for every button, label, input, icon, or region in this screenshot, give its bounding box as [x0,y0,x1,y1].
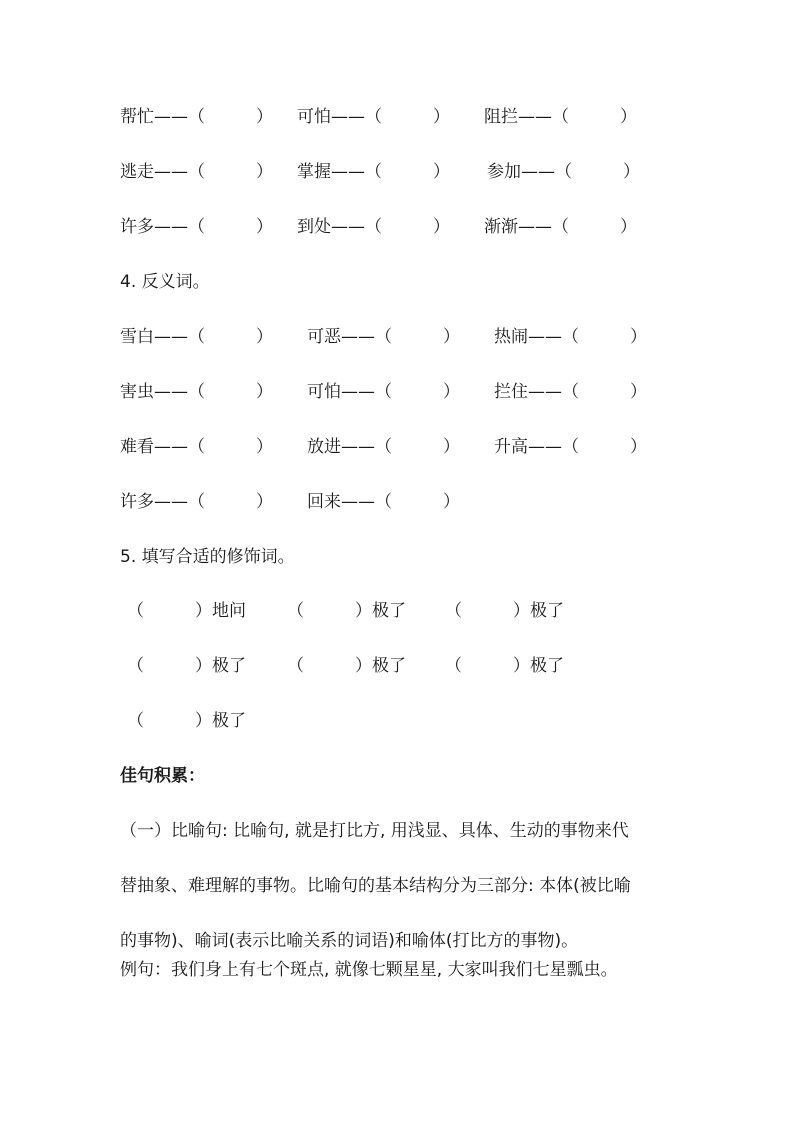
word-pair: 可怕——（ ） [297,107,450,127]
word-pair: 升高——（ ） [494,437,647,457]
modifier-blank: （ ）极了 [287,656,406,676]
word-pair: 热闹——（ ） [494,327,647,347]
word-pair: 放进——（ ） [307,437,460,457]
paragraph-line: 替抽象、难理解的事物。比喻句的基本结构分为三部分: 本体(被比喻 [120,876,631,896]
simile-paragraph [120,818,676,954]
word-pair: 可怕——（ ） [307,382,460,402]
word-pair: 许多——（ ） [120,217,273,237]
modifier-blank: （ ）极了 [445,601,564,621]
example-sentence: 例句：我们身上有七个斑点, 就像七颗星星, 大家叫我们七星瓢虫。 [120,960,618,980]
word-pair: 害虫——（ ） [120,382,273,402]
word-pair: 掌握——（ ） [297,162,450,182]
word-pair: 雪白——（ ） [120,327,273,347]
word-pair: 参加——（ ） [487,162,640,182]
word-pair: 许多——（ ） [120,492,273,512]
word-pair: 帮忙——（ ） [120,107,273,127]
section-heading: 5. 填写合适的修饰词。 [120,547,295,567]
modifier-blank: （ ）极了 [445,656,564,676]
word-pair: 阻拦——（ ） [484,107,637,127]
modifier-blank: （ ）极了 [287,601,406,621]
word-pair: 逃走——（ ） [120,162,273,182]
word-pair: 可恶——（ ） [307,327,460,347]
word-pair: 拦住——（ ） [494,382,647,402]
section-heading: 4. 反义词。 [120,272,210,292]
modifier-blank: （ ）极了 [127,656,246,676]
word-pair: 回来——（ ） [307,492,460,512]
modifier-blank: （ ）地问 [127,601,246,621]
paragraph-line: 的事物)、喻词(表示比喻关系的词语)和喻体(打比方的事物)。 [120,931,579,951]
word-pair: 难看——（ ） [120,437,273,457]
word-pair: 到处——（ ） [297,217,450,237]
paragraph-line: （一）比喻句: 比喻句, 就是打比方, 用浅显、具体、生动的事物来代 [120,821,629,841]
word-pair: 渐渐——（ ） [484,217,637,237]
section-heading: 佳句积累： [120,766,205,786]
modifier-blank: （ ）极了 [127,711,246,731]
